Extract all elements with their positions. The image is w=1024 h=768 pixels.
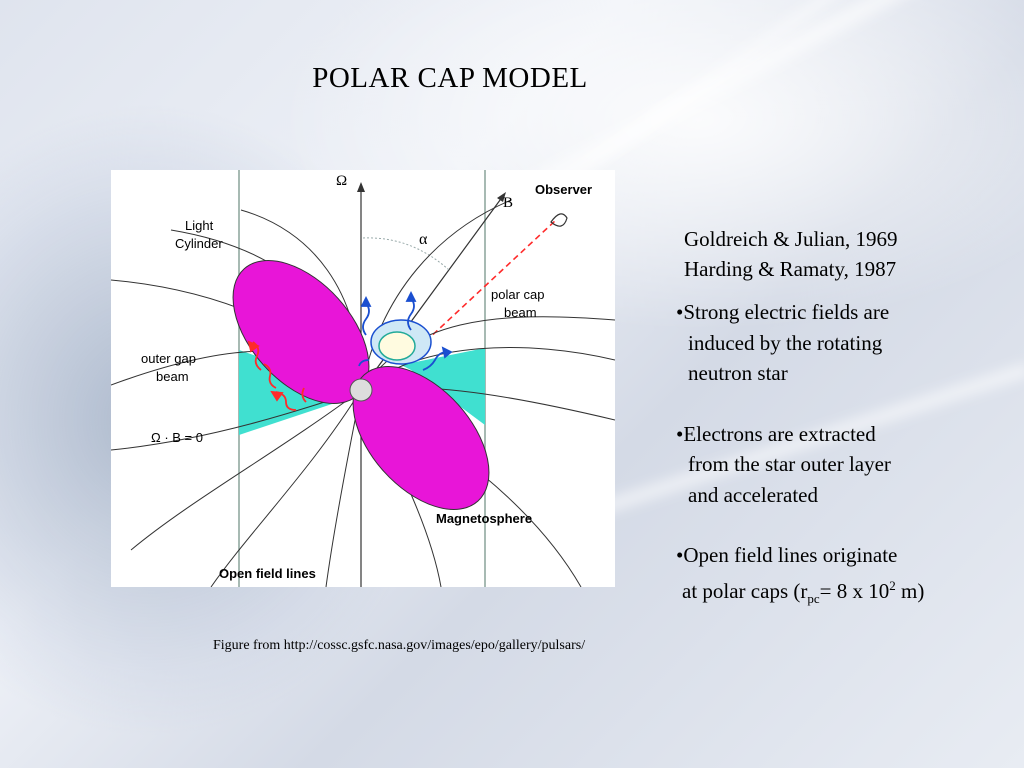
polar-cap-beam-label-2: beam <box>504 305 537 320</box>
outer-gap-beam-label-2: beam <box>156 369 189 384</box>
polar-cap-beam-label-1: polar cap <box>491 287 545 302</box>
omega-label: Ω <box>336 173 348 189</box>
slide-title: POLAR CAP MODEL <box>312 62 588 94</box>
light-cylinder-label-2: Cylinder <box>175 236 223 251</box>
neutron-star <box>350 379 372 401</box>
bullet-line: neutron star <box>688 361 788 385</box>
bullet-item <box>676 419 1016 511</box>
bullet-line: •Strong electric fields are <box>676 300 890 324</box>
light-cylinder-label-1: Light <box>185 218 214 233</box>
bullet-line: from the star outer layer <box>688 452 891 476</box>
b-label: B <box>503 195 514 211</box>
bullet-item <box>676 297 1016 389</box>
open-field-lines-label: Open field lines <box>219 566 316 581</box>
bullet-line: induced by the rotating <box>688 330 883 355</box>
bullet-list <box>676 297 1016 644</box>
bullet-item <box>676 540 1016 614</box>
bullet-line: •Open field lines originate <box>676 543 898 567</box>
alpha-label: α <box>419 231 428 248</box>
observer-label: Observer <box>535 182 593 197</box>
observer-eye-icon <box>551 214 567 226</box>
outer-gap-beam-label-1: outer gap <box>141 351 196 366</box>
figure-caption: Figure from http://cossc.gsfc.nasa.gov/images/epo/gallery/pulsars/ <box>213 638 586 653</box>
magnetosphere-label: Magnetosphere <box>436 511 533 526</box>
references <box>684 224 897 284</box>
alpha-arc <box>363 238 449 270</box>
reference-item: Goldreich & Julian, 1969 <box>684 227 898 251</box>
polar-cap-ring-inner <box>379 332 415 360</box>
bullet-line: •Electrons are extracted <box>676 421 876 446</box>
bullet-line: and accelerated <box>688 482 818 507</box>
bullet-line: at polar caps ($r_{pc}= 8$ x $10^2$ m) <box>682 577 925 606</box>
polar-cap-diagram <box>111 170 615 587</box>
reference-item: Harding & Ramaty, 1987 <box>684 257 897 281</box>
omega-b-label: Ω · B = 0 <box>151 430 203 445</box>
